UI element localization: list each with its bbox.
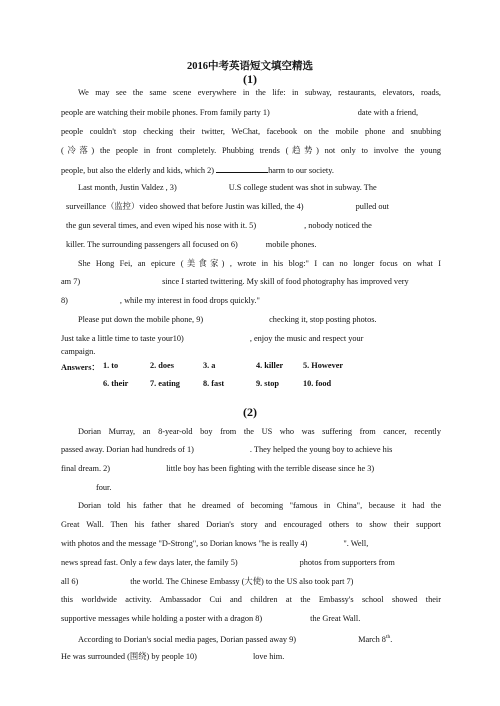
answer-3: 3. a (203, 361, 216, 370)
s1-line-15: campaign. (61, 347, 96, 356)
document-title: 2016中考英语短文填空精选 (187, 61, 313, 72)
s1-line-1: We may see the same scene everywhere in the life: in subway, restaurants, elevators, roads, (78, 88, 441, 97)
section-1-heading: (1) (243, 72, 257, 86)
blank-underline (216, 164, 268, 173)
answer-4: 4. killer (256, 361, 284, 370)
s2-line-3: final dream. 2) little boy has been fighting with the terrible disease since he 3) (61, 464, 375, 473)
s1-line-6: Last month, Justin Valdez , 3) U.S college student was shot in subway. The (78, 183, 377, 192)
s2-line-12: According to Dorian's social media pages, Dorian passed away 9) March 8th. (78, 634, 393, 644)
s1-line-3: people couldn't stop checking their twitter, WeChat, facebook on the mobile phone and snubbing (61, 127, 441, 136)
s1-line-10: She Hong Fei, an epicure (美食家) , wrote in his blog:" I can no longer focus on what I (78, 259, 441, 268)
s1-line-2: people are watching their mobile phones. From family party 1) date with a friend, (61, 108, 419, 117)
s1-line-14: Just take a little time to taste your10) , enjoy the music and respect your (61, 334, 364, 343)
s1-line-9: killer. The surrounding passengers all focused on 6) mobile phones. (66, 240, 317, 249)
s2-line-6: Great Wall. Then his father shared Dorian's story and encouraged others to show their support (61, 520, 441, 529)
s1-line-11: am 7) since I started twittering. My skill of food photography has improved very (61, 277, 409, 286)
s2-line-13: He was surrounded (围绕) by people 10) love him. (61, 652, 285, 661)
s1-line-4: (冷落) the people in front completely. Phubbing trends (趋势) not only to involve the young (61, 146, 441, 155)
answers-label: Answers： (61, 363, 100, 372)
answer-5: 5. However (303, 361, 344, 370)
s1-line-8: the gun several times, and even wiped his nose with it. 5) , nobody noticed the (66, 221, 372, 230)
s1-line-7: surveillance（监控）video showed that before Justin was killed, the 4) pulled out (66, 202, 389, 211)
answer-10: 10. food (303, 379, 332, 388)
s2-line-1: Dorian Murray, an 8-year-old boy from the US who was suffering from cancer, recently (78, 427, 441, 436)
s1-line-13: Please put down the mobile phone, 9) checking it, stop posting photos. (78, 315, 377, 324)
s1-line-12: 8) , while my interest in food drops quickly." (61, 296, 260, 305)
answer-9: 9. stop (256, 379, 280, 388)
answer-7: 7. eating (150, 379, 180, 388)
s2-line-10: this worldwide activity. Ambassador Cui and children at the Embassy's school showed their (61, 595, 441, 604)
s2-line-4: four. (96, 483, 112, 492)
answer-2: 2. does (150, 361, 174, 370)
s2-line-8: news spread fast. Only a few days later, the family 5) photos from supporters from (61, 558, 395, 567)
s2-line-11: supportive messages while holding a poster with a dragon 8) the Great Wall. (61, 614, 361, 623)
s2-line-5: Dorian told his father that he dreamed of becoming "famous in China", because it had the (78, 501, 441, 510)
section-2-heading: (2) (243, 405, 257, 419)
s1-line-5: people, but also the elderly and kids, which 2) harm to our society. (61, 166, 334, 175)
answer-6: 6. their (103, 379, 129, 388)
answer-8: 8. fast (203, 379, 225, 388)
s2-line-7: with photos and the message "D-Strong", so Dorian knows "he is really 4) ". Well, (61, 539, 369, 548)
answer-1: 1. to (103, 361, 119, 370)
s2-line-2: passed away. Dorian had hundreds of 1) . They helped the young boy to achieve his (61, 445, 393, 454)
s2-line-9: all 6) the world. The Chinese Embassy (大使) to the US also took part 7) (61, 577, 354, 586)
